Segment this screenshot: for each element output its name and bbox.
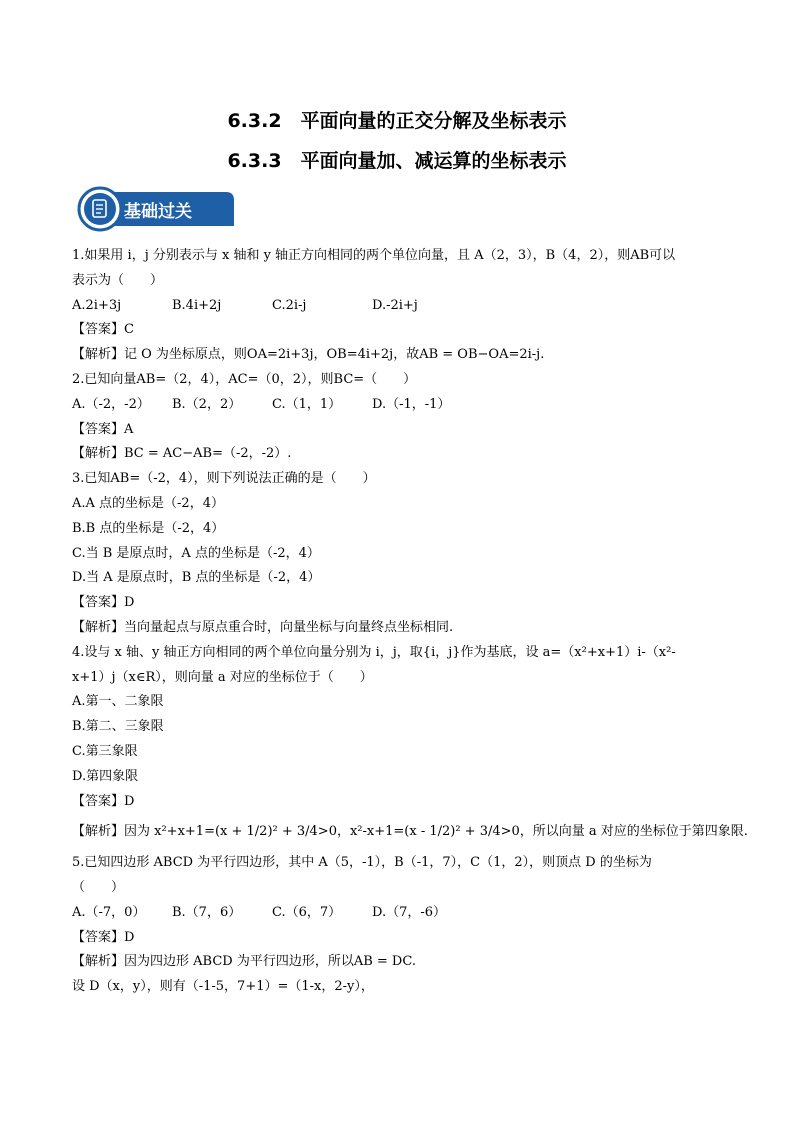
option-c: C.当 B 是原点时，A 点的坐标是（-2，4） [72,545,320,561]
option-d: D.当 A 是原点时，B 点的坐标是（-2，4） [72,570,321,586]
analysis: 【解析】BC = AC−AB=（-2，-2）. [72,446,292,462]
section-title-632: 6.3.2 平面向量的正交分解及坐标表示 [227,110,567,132]
question-stem-line: 4.设与 x 轴、y 轴正方向相同的两个单位向量分别为 i，j，取{i，j}作为基底，设 a=（x²+x+1）i-（x²- [72,644,676,660]
answer: 【答案】A [72,421,134,437]
option-d: D.（7，-6） [372,904,447,920]
section-title-633: 6.3.3 平面向量加、减运算的坐标表示 [227,150,567,172]
option-b: B.（7，6） [172,904,242,920]
answer: 【答案】D [72,793,135,809]
question-stem-line: 表示为（ ） [72,272,164,288]
question-stem-line: x+1）j（x∈R），则向量 a 对应的坐标位于（ ） [72,669,373,685]
question-stem-line: 5.已知四边形 ABCD 为平行四边形，其中 A（5，-1），B（-1，7），C（1，2），则顶点 D 的坐标为 [72,855,652,871]
analysis: 【解析】因为 x²+x+1=(x + 1/2)² + 3/4>0，x²-x+1=(x - 1/2)² + 3/4>0，所以向量 a 对应的坐标位于第四象限. [72,824,748,840]
option-a: A.A 点的坐标是（-2，4） [72,495,224,511]
option-b: B.B 点的坐标是（-2，4） [72,520,225,536]
answer: 【答案】D [72,595,135,611]
question-stem-line: 1.如果用 i，j 分别表示与 x 轴和 y 轴正方向相同的两个单位向量，且 A（2，3），B（4，2），则AB可以 [72,248,676,263]
option-d: D.第四象限 [72,768,139,784]
question-stem-line: 2.已知向量AB=（2，4），AC=（0，2），则BC=（ ） [72,371,417,387]
option-a: A.（-2，-2） [72,396,150,412]
analysis-continued: 设 D（x，y），则有（-1-5，7+1）=（1-x，2-y）， [72,979,374,995]
option-b: B.（2，2） [172,396,242,412]
option-row [72,294,722,319]
question-5 [72,851,722,1000]
answer: 【答案】D [72,929,135,945]
question-list [72,244,748,1000]
option-row [72,901,722,926]
question-3 [72,467,722,641]
option-c: C.（6，7） [272,904,342,920]
option-b: B.第二、三象限 [72,719,164,735]
option-c: C.2i-j [272,297,307,313]
answer: 【答案】C [72,322,134,338]
question-1 [72,244,722,368]
option-d: D.（-1，-1） [372,396,451,412]
option-a: A.2i+3j [72,297,122,313]
analysis: 【解析】因为四边形 ABCD 为平行四边形，所以AB = DC. [72,954,416,970]
analysis: 【解析】当向量起点与原点重合时，向量坐标与向量终点坐标相同. [72,619,454,635]
question-stem-line: （ ） [72,879,125,895]
option-c: C.（1，1） [272,396,342,412]
option-b: B.4i+2j [172,297,222,313]
option-row [72,393,722,418]
question-4 [72,641,748,845]
question-2 [72,368,722,467]
option-d: D.-2i+j [372,297,418,313]
option-c: C.第三象限 [72,743,138,759]
question-stem-line: 3.已知AB=（-2，4），则下列说法正确的是（ ） [72,471,376,487]
analysis: 【解析】记 O 为坐标原点，则OA=2i+3j，OB=4i+2j，故AB = OB−OA=2i-j. [72,347,545,363]
banner-label: 基础过关 [124,202,192,222]
option-a: A.（-7，0） [72,904,146,920]
option-a: A.第一、二象限 [72,694,164,710]
